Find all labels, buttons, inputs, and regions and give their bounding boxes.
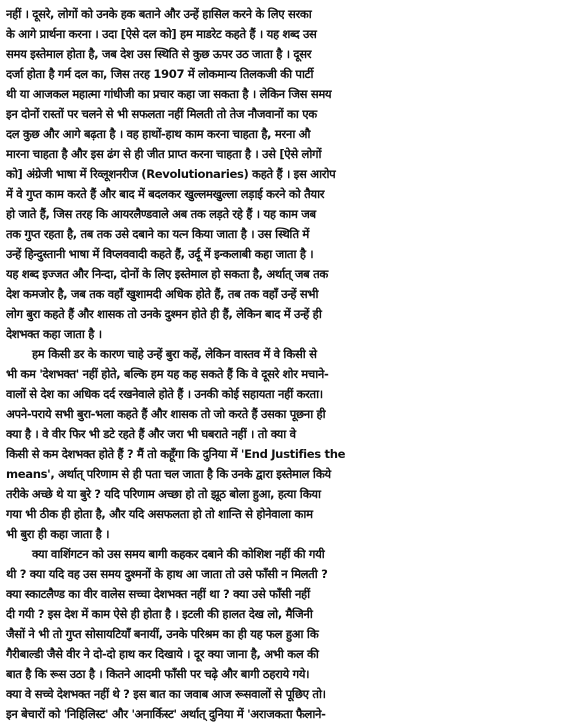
- text-line: हो जाते हैं, जिस तरह कि आयरलैण्डवाले अब तक लड़ते रहे हैं । यह काम जब: [6, 207, 316, 221]
- text-line: भी बुरा ही कहा जाता है ।: [6, 527, 110, 541]
- text-line: भी कम 'देशभक्त' नहीं होते, बल्कि हम यह कह सकते हैं कि वे दूसरे शोर मचाने-: [6, 367, 329, 381]
- text-line: किसी से कम देशभक्त होते हैं ? मैं तो कहूँगा कि दुनिया में 'End Justifies the: [6, 447, 346, 461]
- text-line: उन्हें हिन्दुस्तानी भाषा में विप्लववादी कहते हैं, उर्दू में इन्कलाबी कहा जाता है ।: [6, 247, 314, 261]
- text-line: थी या आजकल महात्मा गांधीजी का प्रचार कहा जा सकता है । लेकिन जिस समय: [6, 87, 332, 101]
- text-line: के आगे प्रार्थना करना । उदा [ऐसे दल को] हम माडरेट कहते हैं । यह शब्द उस: [6, 27, 317, 41]
- text-line: मारना चाहता है और इस ढंग से ही जीत प्राप्त करना चाहता है । उसे [ऐसे लोगों: [6, 147, 322, 161]
- text-line: इन बेचारों को 'निहिलिस्ट' और 'अनार्किस्ट' अर्थात् दुनिया में 'अराजकता फैलाने-: [6, 707, 326, 721]
- text-line: हम किसी डर के कारण चाहे उन्हें बुरा कहें, लेकिन वास्तव में वे किसी से: [32, 347, 317, 361]
- paragraph-3: [6, 544, 558, 724]
- text-line: में वे गुप्त काम करते हैं और बाद में बदलकर खुल्लमखुल्ला लड़ाई करने को तैयार: [6, 187, 325, 201]
- text-line: देशभक्त कहा जाता है ।: [6, 327, 102, 341]
- text-line: जैसों ने भी तो गुप्त सोसायटियाँ बनायीं, उनके परिश्रम का ही यह फल हुआ कि: [6, 627, 319, 641]
- text-line: दल कुछ और आगे बढ़ता है । वह हाथों-हाथ काम करना चाहता है, मरना औ: [6, 127, 311, 141]
- text-line: को] अंग्रेजी भाषा में रिव्लूशनरीज (Revolutionaries) कहते हैं । इस आरोप: [6, 167, 336, 181]
- text-line: क्या है । वे वीर फिर भी डटे रहते हैं और जरा भी घबराते नहीं । तो क्या वे: [6, 427, 296, 441]
- text-line: दर्जा होता है गर्म दल का, जिस तरह 1907 में लोकमान्य तिलकजी की पार्टी: [6, 67, 314, 81]
- text-line: यह शब्द इज्जत और निन्दा, दोनों के लिए इस्तेमाल हो सकता है, अर्थात् जब तक: [6, 267, 328, 281]
- text-line: लोग बुरा कहते हैं और शासक तो उनके दुश्मन होते ही हैं, लेकिन बाद में उन्हें ही: [6, 307, 322, 321]
- text-line: क्या वाशिंगटन को उस समय बागी कहकर दबाने की कोशिश नहीं की गयी: [32, 547, 325, 561]
- text-line: अपने-पराये सभी बुरा-भला कहते हैं और शासक तो जो करते हैं उसका पूछना ही: [6, 407, 326, 421]
- text-line: तक गुप्त रहता है, तब तक उसे दबाने का यत्न किया जाता है । उस स्थिति में: [6, 227, 309, 241]
- text-line: क्या स्काटलैण्ड का वीर वालेस सच्चा देशभक्त नहीं था ? क्या उसे फाँसी नहीं: [6, 587, 310, 601]
- text-line: means', अर्थात् परिणाम से ही पता चल जाता है कि उनके द्वारा इस्तेमाल किये: [6, 467, 331, 481]
- text-line: देश कमजोर है, जब तक वहाँ खुशामदी अधिक होते हैं, तब तक वहाँ उन्हें सभी: [6, 287, 319, 301]
- paragraph-1: [6, 4, 558, 344]
- text-line: दी गयी ? इस देश में काम ऐसे ही होता है । इटली की हालत देख लो, मैजिनी: [6, 607, 313, 621]
- paragraph-2: [6, 344, 558, 544]
- text-line: समय इस्तेमाल होता है, जब देश उस स्थिति से कुछ ऊपर उठ जाता है । दूसर: [6, 47, 312, 61]
- text-line: थी ? क्या यदि वह उस समय दुश्मनों के हाथ आ जाता तो उसे फाँसी न मिलती ?: [6, 567, 328, 581]
- text-line: क्या वे सच्चे देशभक्त नहीं थे ? इस बात का जवाब आज रूसवालों से पूछिए तो।: [6, 687, 326, 701]
- text-line: इन दोनों रास्तों पर चलने से भी सफलता नहीं मिलती तो तेज नौजवानों का एक: [6, 107, 317, 121]
- text-line: गैरीबाल्डी जैसे वीर ने दो-दो हाथ कर दिखाये । दूर क्या जाना है, अभी कल की: [6, 647, 319, 661]
- text-line: तरीके अच्छे थे या बुरे ? यदि परिणाम अच्छा हो तो झूठ बोला हुआ, हत्या किया: [6, 487, 321, 501]
- text-line: नहीं । दूसरे, लोगों को उनके हक बताने और उन्हें हासिल करने के लिए सरका: [6, 7, 312, 21]
- text-line: वालों से देश का अधिक दर्द रखनेवाले होते हैं । उनकी कोई सहायता नहीं करता।: [6, 387, 323, 401]
- text-line: गया भी ठीक ही होता है, और यदि असफलता हो तो शान्ति से होनेवाला काम: [6, 507, 313, 521]
- text-line: बात है कि रूस उठा है । कितने आदमी फाँसी पर चढ़े और बागी ठहराये गये।: [6, 667, 310, 681]
